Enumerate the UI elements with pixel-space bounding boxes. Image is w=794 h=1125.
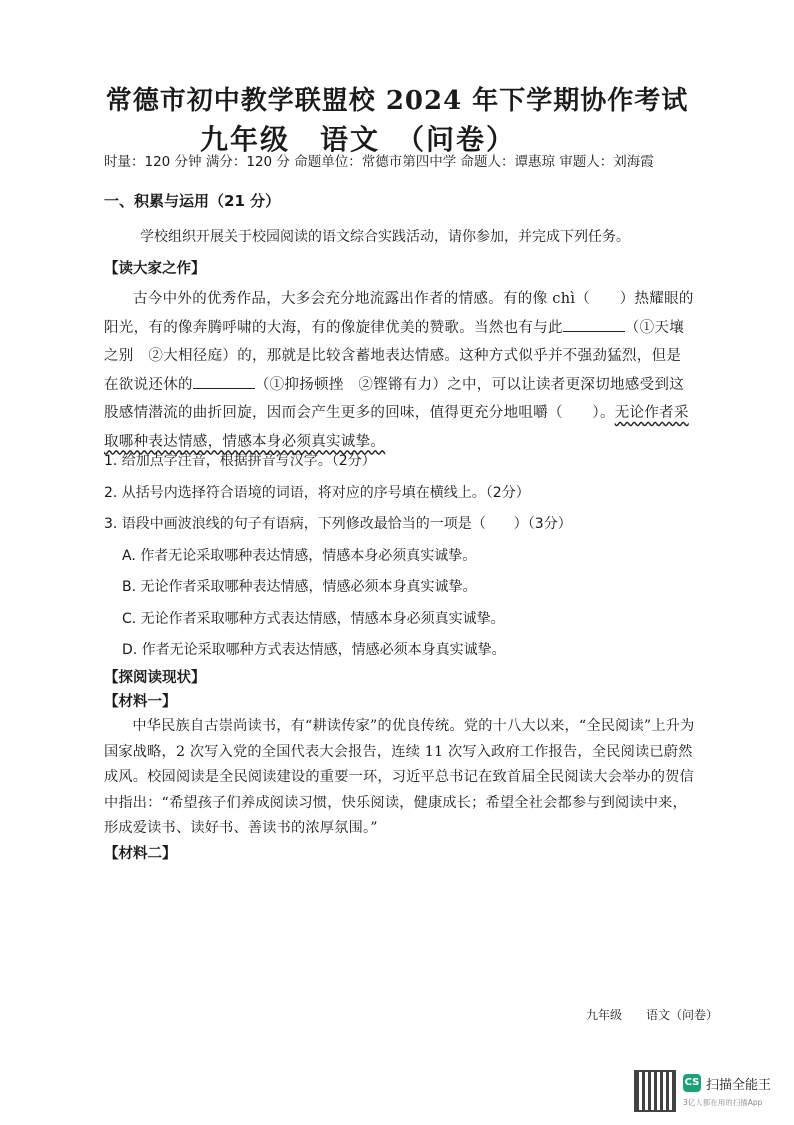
passage-sentence-3: （①抑扬顿挫 ②铿锵有力）之中，可以让读者更深切地感受到这股感情潜流的曲折回旋，因而会产生更多的回味，值得更充分地咀嚼（ ）。 [104, 376, 685, 421]
camscanner-tagline: 3亿人都在用的扫描App [683, 1098, 763, 1107]
section-heading: 一、积累与运用（21 分） [104, 192, 281, 210]
passage-sentence-2: （①天壤之别 ②大相径庭）的，那就是比较含蓄地表达情感。这种方式似乎并不强劲猛烈，但是在欲说还休的 [104, 319, 684, 393]
exam-title: 常德市初中教学联盟校 2024 年下学期协作考试 [105, 86, 689, 116]
subsection-heading-read: 【读大家之作】 [104, 261, 206, 277]
question-1: 1. 给加点字注音，根据拼音写汉字。（2分） [104, 453, 376, 469]
section-intro: 学校组织开展关于校园阅读的语文综合实践活动，请你参加，并完成下列任务。 [140, 229, 630, 245]
fill-blank-1[interactable] [563, 317, 625, 332]
material-1-paragraph: 中华民族自古崇尚读书，有“耕读传家”的优良传统。党的十八大以来，“全民阅读”上升为国家战略，2 次写入党的全国代表大会报告，连续 11 次写入政府工作报告，全民阅读已蔚然成风。校园阅读是全民阅读建设的重要一环，习近平总书记在致首届全民阅读大会举办的贺信中指出：“希望孩子们养成阅读习惯，快乐阅读，健康成长；希望全社会都参与到阅读中来，形成爱读书、读好书、善读书的浓厚氛围。” [104, 718, 695, 836]
passage-sentence-1: 古今中外的优秀作品，大多会充分地流露出作者的情感。有的像 chì（ ）热耀眼的阳光，有的像奔腾呼啸的大海，有的像旋律优美的赞歌。当然也有与此 [104, 291, 694, 336]
exam-meta-info: 时量：120 分钟 满分：120 分 命题单位：常德市第四中学 命题人：谭惠琼 审题人：刘海霞 [104, 154, 654, 170]
camscanner-logo: CS [683, 1074, 701, 1092]
option-a[interactable]: A. 作者无论采取哪种表达情感，情感本身必须真实诚挚。 [122, 548, 477, 564]
option-b[interactable]: B. 无论作者采取哪种表达情感，情感必须本身真实诚挚。 [122, 579, 477, 595]
fill-blank-2[interactable] [193, 374, 255, 389]
question-3: 3. 语段中画波浪线的句子有语病，下列修改最恰当的一项是（ ）（3分） [104, 516, 572, 532]
wavy-underlined-sentence: 无论作者采取哪种表达情感，情感本身必须真实诚挚。 [104, 405, 689, 450]
reading-passage [104, 285, 694, 456]
subsection-heading-explore: 【探阅读现状】 [104, 670, 206, 686]
exam-subtitle: 九年级 语文 （问卷） [200, 123, 517, 156]
question-2: 2. 从括号内选择符合语境的词语，将对应的序号填在横线上。（2分） [104, 485, 530, 501]
material-2-label: 【材料二】 [104, 846, 177, 862]
option-d[interactable]: D. 作者无论采取哪种方式表达情感，情感必须本身真实诚挚。 [122, 642, 506, 658]
option-c[interactable]: C. 无论作者采取哪种方式表达情感，情感本身必须真实诚挚。 [122, 611, 505, 627]
page-footer-label: 九年级 语文（问卷） [586, 1008, 719, 1022]
camscanner-name: 扫描全能王 [706, 1078, 772, 1093]
qr-code-icon [634, 1070, 676, 1112]
material-1-text [104, 714, 698, 842]
material-1-label: 【材料一】 [104, 694, 177, 710]
